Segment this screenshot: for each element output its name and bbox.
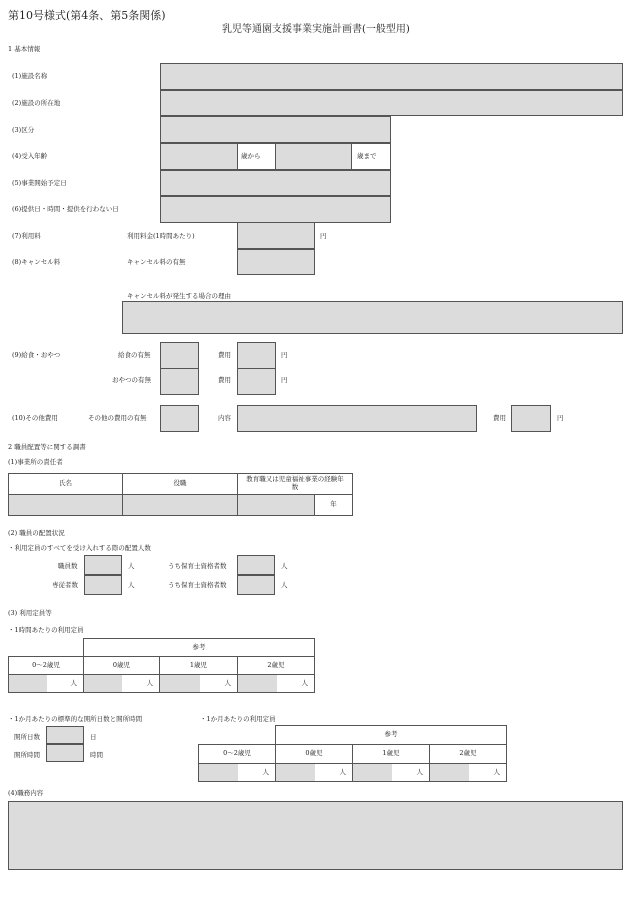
hourly-col-2: 2歳児 <box>237 656 315 675</box>
section1-heading: 1 基本情報 <box>8 45 41 53</box>
hourly-col-0-2: 0～2歳児 <box>8 656 84 675</box>
monthly-unit-1: 人 <box>416 767 423 776</box>
hourly-col-0: 0歳児 <box>83 656 160 675</box>
cancel-reason-field[interactable] <box>122 301 623 334</box>
manager-col-title: 役職 <box>122 473 238 495</box>
cancel-reason-label: キャンセル料が発生する場合の理由 <box>127 292 231 300</box>
monthly-col-0-2: 0～2歳児 <box>198 744 276 764</box>
snack-presence-label: おやつの有無 <box>112 376 151 384</box>
snack-cost-field[interactable] <box>237 368 276 395</box>
hourly-unit-1: 人 <box>224 678 231 687</box>
age-to-label: 歳まで <box>357 152 377 160</box>
other-cost-label: 費用 <box>493 414 506 422</box>
hourly-unit-0: 人 <box>146 678 153 687</box>
facility-name-label: (1)施設名称 <box>12 72 48 80</box>
nursery-qual-field-1[interactable] <box>237 555 275 575</box>
monthly-days-heading: ・1か月あたりの標準的な開所日数と開所時間 <box>8 715 143 723</box>
nursery-qual-label-2: うち保育士資格者数 <box>168 581 227 589</box>
monthly-cell-2[interactable] <box>429 763 507 782</box>
hourly-cell-0[interactable] <box>83 674 160 693</box>
monthly-capacity-heading: ・1か月あたりの利用定員 <box>200 715 276 723</box>
monthly-unit-0-2: 人 <box>262 767 269 776</box>
monthly-reference-header: 参考 <box>275 725 507 745</box>
hourly-reference-header: 参考 <box>83 638 315 657</box>
nursery-qual-field-2[interactable] <box>237 575 275 595</box>
snack-yen-unit: 円 <box>281 376 288 384</box>
monthly-cell-1[interactable] <box>352 763 430 782</box>
hourly-cell-1[interactable] <box>159 674 238 693</box>
age-from-label: 歳から <box>241 152 261 160</box>
monthly-unit-2: 人 <box>493 767 500 776</box>
manager-name-field[interactable] <box>8 494 123 516</box>
other-cost-field[interactable] <box>511 405 551 432</box>
fee-hourly-label: 利用料金(1時間あたり) <box>127 232 195 240</box>
manager-col-name: 氏名 <box>8 473 123 495</box>
cancel-fee-label: (8)キャンセル料 <box>12 258 61 266</box>
open-days-unit: 日 <box>90 733 97 741</box>
monthly-col-0: 0歳児 <box>275 744 353 764</box>
manager-title-field[interactable] <box>122 494 238 516</box>
service-days-label: (6)提供日・時間・提供を行わない日 <box>12 205 119 213</box>
age-from-field[interactable] <box>160 143 238 170</box>
other-content-label: 内容 <box>218 414 231 422</box>
open-days-field[interactable] <box>46 726 84 744</box>
section2-heading: 2 職員配置等に関する調書 <box>8 443 86 451</box>
hourly-cell-0-2[interactable] <box>8 674 84 693</box>
open-hours-label: 開所時間 <box>14 751 40 759</box>
open-hours-unit: 時間 <box>90 751 103 759</box>
fee-yen-unit: 円 <box>320 232 327 240</box>
start-date-label: (5)事業開始予定日 <box>12 179 67 187</box>
nursery-qual-label-1: うち保育士資格者数 <box>168 562 227 570</box>
monthly-col-1: 1歳児 <box>352 744 430 764</box>
dedicated-count-field[interactable] <box>84 575 122 595</box>
hourly-capacity-heading: ・1時間あたりの利用定員 <box>8 626 84 634</box>
manager-year-unit: 年 <box>314 494 353 516</box>
staff-note: ・利用定員のすべてを受け入れする際の配置人数 <box>8 544 151 552</box>
staff-count-field[interactable] <box>84 555 122 575</box>
other-yen-unit: 円 <box>557 414 564 422</box>
duties-field[interactable] <box>8 801 623 870</box>
facility-name-field[interactable] <box>160 63 623 90</box>
meal-cost-field[interactable] <box>237 342 276 369</box>
other-presence-field[interactable] <box>160 405 199 432</box>
hourly-unit-0-2: 人 <box>70 678 77 687</box>
cancel-presence-field[interactable] <box>237 249 315 275</box>
snack-cost-label: 費用 <box>218 376 231 384</box>
open-hours-field[interactable] <box>46 744 84 762</box>
page-title: 乳児等通園支援事業実施計画書(一般型用) <box>222 24 410 35</box>
monthly-cell-0[interactable] <box>275 763 353 782</box>
meal-yen-unit: 円 <box>281 351 288 359</box>
service-days-field[interactable] <box>160 196 391 223</box>
monthly-cell-0-2[interactable] <box>198 763 276 782</box>
manager-heading: (1)事業所の責任者 <box>8 458 63 466</box>
monthly-unit-0: 人 <box>339 767 346 776</box>
facility-address-label: (2)施設の所在地 <box>12 99 61 107</box>
meal-presence-label: 給食の有無 <box>118 351 151 359</box>
manager-experience-field[interactable] <box>237 494 315 516</box>
capacity-heading: (3) 利用定員等 <box>8 609 52 617</box>
age-to-field[interactable] <box>275 143 352 170</box>
meal-presence-field[interactable] <box>160 342 199 369</box>
other-presence-label: その他の費用の有無 <box>88 414 147 422</box>
open-days-label: 開所日数 <box>14 733 40 741</box>
manager-col-experience: 教育職又は児童福祉事業の経験年数 <box>237 473 353 495</box>
age-range-label: (4)受入年齢 <box>12 152 48 160</box>
snack-presence-field[interactable] <box>160 368 199 395</box>
meal-cost-label: 費用 <box>218 351 231 359</box>
cancel-presence-label: キャンセル料の有無 <box>127 258 186 266</box>
fee-label: (7)利用料 <box>12 232 41 240</box>
category-label: (3)区分 <box>12 126 35 134</box>
dedicated-count-unit: 人 <box>128 581 135 589</box>
other-costs-label: (10)その他費用 <box>12 414 58 422</box>
hourly-unit-2: 人 <box>301 678 308 687</box>
staff-heading: (2) 職員の配置状況 <box>8 529 65 537</box>
duties-heading: (4)職務内容 <box>8 789 44 797</box>
nursery-qual-unit-1: 人 <box>281 562 288 570</box>
hourly-col-1: 1歳児 <box>159 656 238 675</box>
dedicated-count-label: 専従者数 <box>52 581 78 589</box>
category-field[interactable] <box>160 116 391 143</box>
staff-count-unit: 人 <box>128 562 135 570</box>
other-content-field[interactable] <box>237 405 477 432</box>
meals-label: (9)給食・おやつ <box>12 351 61 359</box>
facility-address-field[interactable] <box>160 90 623 116</box>
staff-count-label: 職員数 <box>58 562 78 570</box>
nursery-qual-unit-2: 人 <box>281 581 288 589</box>
start-date-field[interactable] <box>160 170 391 196</box>
hourly-cell-2[interactable] <box>237 674 315 693</box>
form-number: 第10号様式(第4条、第5条関係) <box>8 9 166 22</box>
monthly-col-2: 2歳児 <box>429 744 507 764</box>
fee-hourly-field[interactable] <box>237 222 315 249</box>
